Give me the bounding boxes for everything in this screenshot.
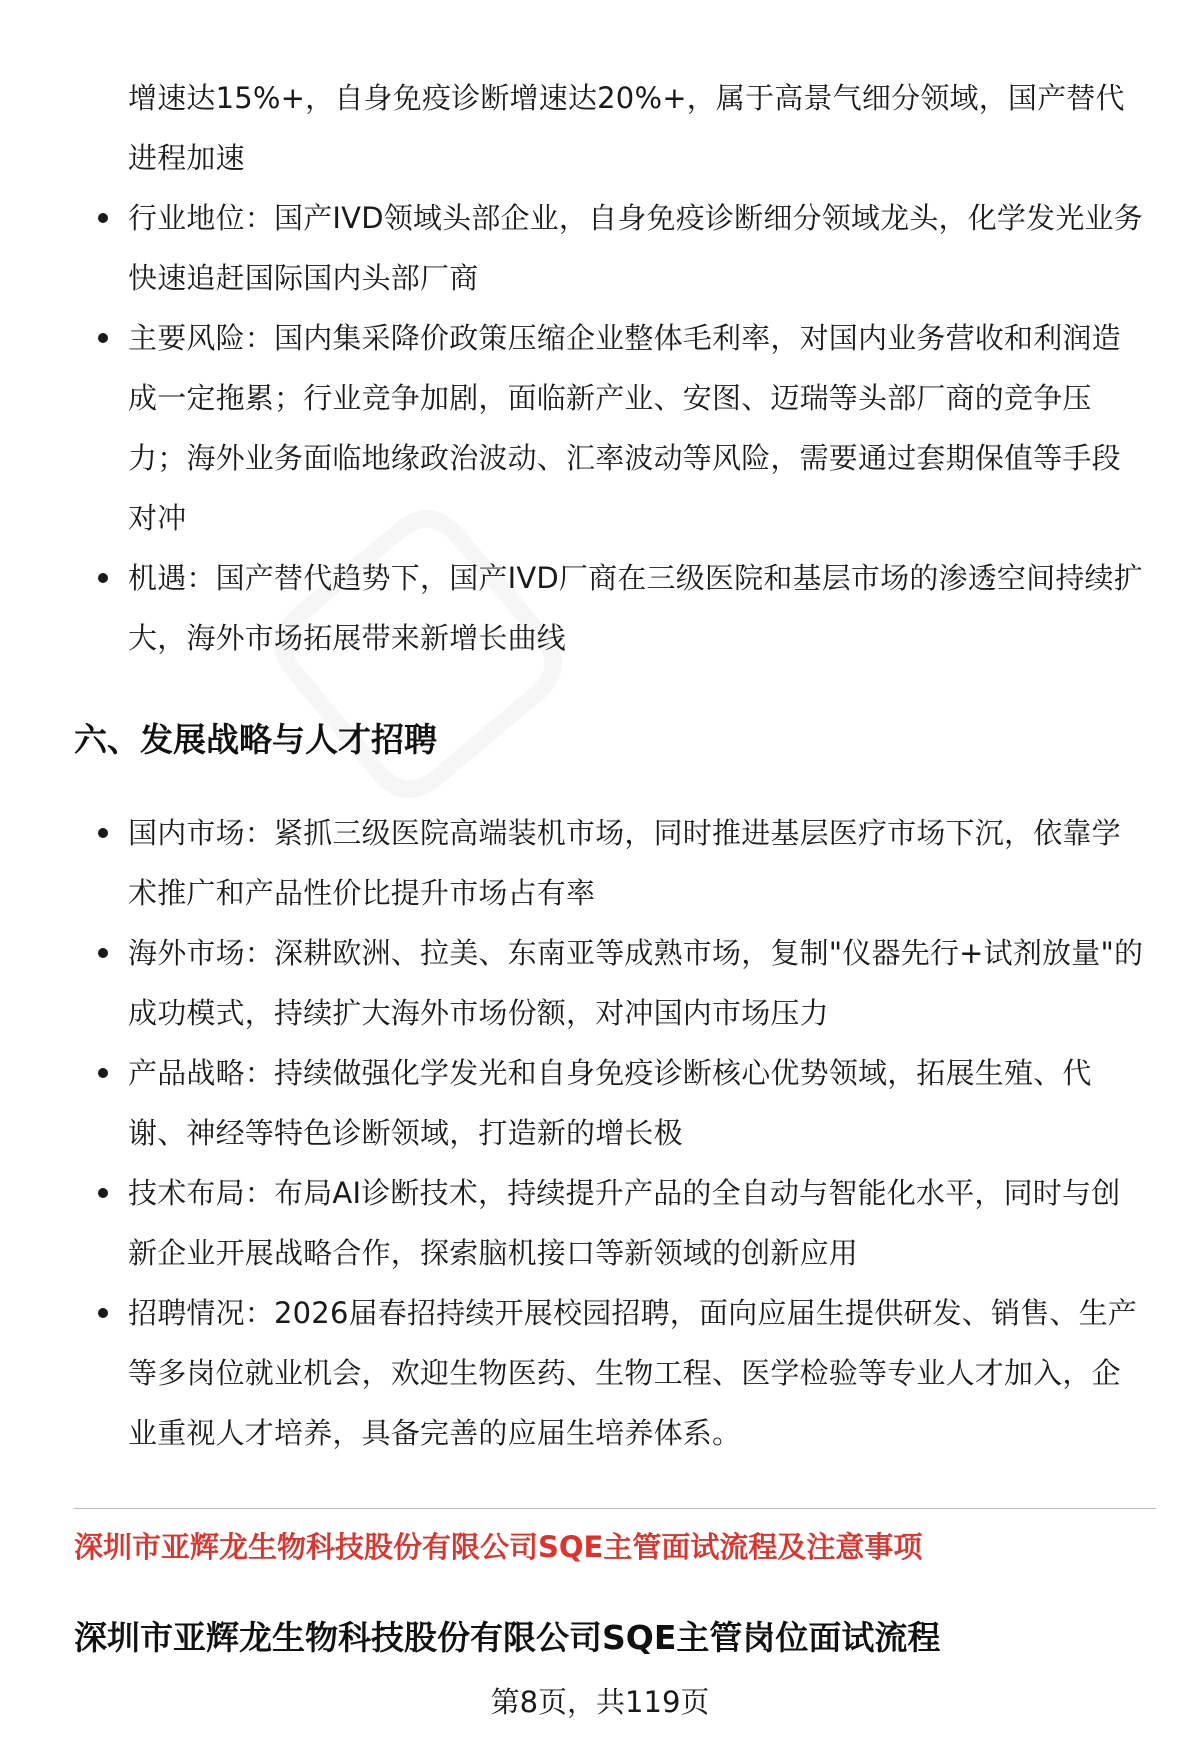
list-item bbox=[0, 1283, 1148, 1463]
bullet-icon bbox=[98, 1308, 108, 1318]
related-article-link[interactable]: 深圳市亚辉龙生物科技股份有限公司SQE主管面试流程及注意事项 bbox=[74, 1530, 923, 1564]
bullet-icon bbox=[98, 1068, 108, 1078]
bullet-icon bbox=[98, 213, 108, 223]
bullet-icon bbox=[98, 828, 108, 838]
list-item-text: 海外市场：深耕欧洲、拉美、东南亚等成熟市场，复制"仪器先行+试剂放量"的成功模式，持续扩大海外市场份额，对冲国内市场压力 bbox=[128, 936, 1144, 1030]
section6-list bbox=[0, 803, 1200, 1463]
list-item-text: 国内市场：紧抓三级医院高端装机市场，同时推进基层医疗市场下沉，依靠学术推广和产品性价比提升市场占有率 bbox=[128, 816, 1121, 910]
intro-continuation: 增速达15%+，自身免疫诊断增速达20%+，属于高景气细分领域，国产替代进程加速 bbox=[128, 81, 1125, 175]
article-title: 深圳市亚辉龙生物科技股份有限公司SQE主管岗位面试流程 bbox=[74, 1618, 941, 1657]
list-item-text: 主要风险：国内集采降价政策压缩企业整体毛利率，对国内业务营收和利润造成一定拖累；行业竞争加剧，面临新产业、安图、迈瑞等头部厂商的竞争压力；海外业务面临地缘政治波动、汇率波动等风险，需要通过套期保值等手段对冲 bbox=[128, 321, 1121, 535]
section5-list bbox=[0, 188, 1200, 668]
bullet-icon bbox=[98, 573, 108, 583]
bullet-icon bbox=[98, 1188, 108, 1198]
list-item bbox=[0, 923, 1148, 1043]
list-item bbox=[0, 308, 1148, 548]
list-item-text: 产品战略：持续做强化学发光和自身免疫诊断核心优势领域，拓展生殖、代谢、神经等特色诊断领域，打造新的增长极 bbox=[128, 1056, 1092, 1150]
list-item-text: 招聘情况：2026届春招持续开展校园招聘，面向应届生提供研发、销售、生产等多岗位就业机会，欢迎生物医药、生物工程、医学检验等专业人才加入，企业重视人才培养，具备完善的应届生培养体系。 bbox=[128, 1296, 1138, 1450]
list-item bbox=[0, 1043, 1148, 1163]
bullet-icon bbox=[98, 333, 108, 343]
list-item bbox=[0, 548, 1148, 668]
page-number: 第8页，共119页 bbox=[490, 1685, 710, 1719]
list-item bbox=[0, 1163, 1148, 1283]
bullet-icon bbox=[98, 948, 108, 958]
list-item bbox=[0, 803, 1148, 923]
list-item-text: 技术布局：布局AI诊断技术，持续提升产品的全自动与智能化水平，同时与创新企业开展战略合作，探索脑机接口等新领域的创新应用 bbox=[128, 1176, 1121, 1270]
list-item bbox=[0, 188, 1148, 308]
list-item-text: 机遇：国产替代趋势下，国产IVD厂商在三级医院和基层市场的渗透空间持续扩大，海外市场拓展带来新增长曲线 bbox=[128, 561, 1143, 655]
divider bbox=[74, 1508, 1156, 1509]
list-item-text: 行业地位：国产IVD领域头部企业，自身免疫诊断细分领域龙头，化学发光业务快速追赶国际国内头部厂商 bbox=[128, 201, 1143, 295]
section-heading: 六、发展战略与人才招聘 bbox=[74, 720, 437, 759]
